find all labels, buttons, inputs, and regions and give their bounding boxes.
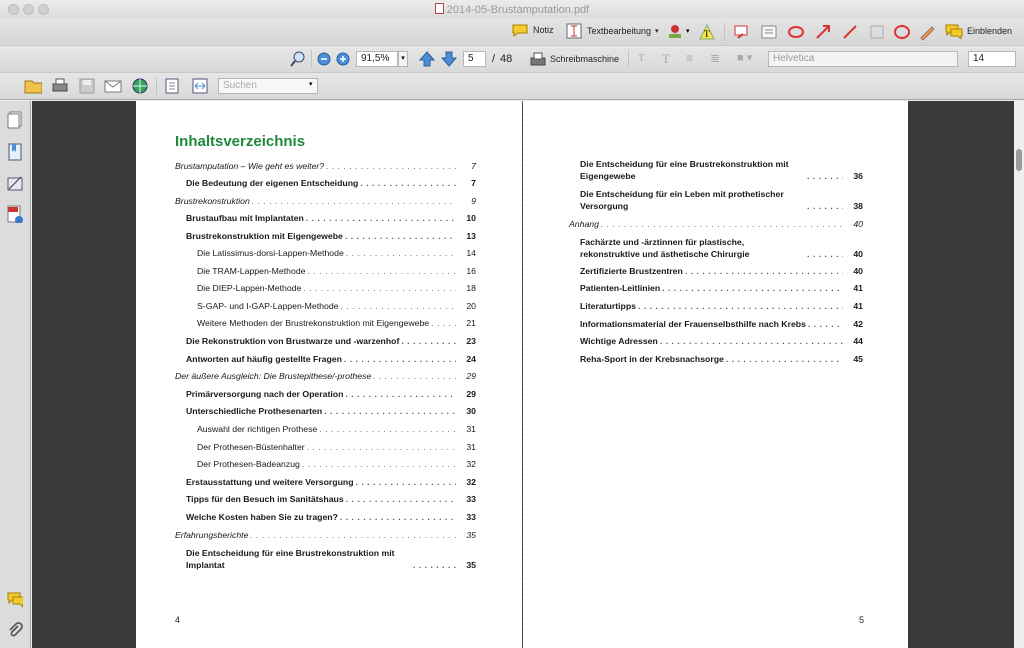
toc-entry-page: 31	[466, 442, 476, 452]
toc-entry-title: Tipps für den Besuch im Sanitätshaus	[186, 494, 344, 504]
toc-dot-leader	[373, 371, 456, 382]
cloud-shape-icon[interactable]	[787, 23, 805, 41]
toc-entry-page: 38	[853, 201, 863, 211]
toc-entry-title: Primärversorgung nach der Operation	[186, 389, 344, 399]
toc-entry-page: 40	[853, 219, 863, 229]
fit-page-icon[interactable]	[164, 77, 182, 95]
toc-entry-title: Brustrekonstruktion mit Eigengewebe	[186, 231, 343, 241]
toc-entry-title: Die Rekonstruktion von Brustwarze und -warzenhof	[186, 336, 400, 346]
toc-entry-page: 9	[471, 196, 476, 206]
toc-dot-leader	[250, 530, 456, 541]
line-spacing-down-icon[interactable]: ≡	[686, 51, 694, 65]
toc-entry-page: 41	[853, 283, 863, 293]
toc-dot-leader	[303, 283, 456, 294]
typewriter-icon	[530, 51, 546, 67]
toc-dot-leader	[808, 319, 843, 330]
svg-text:T: T	[704, 29, 710, 39]
toc-entry[interactable]	[186, 494, 476, 505]
search-input[interactable]: Suchen	[218, 78, 318, 94]
text-cursor-icon	[566, 23, 582, 39]
share-globe-icon[interactable]	[131, 77, 149, 95]
text-edit-button[interactable]: Textbearbeitung ▾	[566, 23, 659, 39]
toc-entry-title: Wichtige Adressen	[580, 336, 658, 346]
toc-entry-page: 29	[466, 389, 476, 399]
left-page	[136, 101, 522, 648]
toc-entry[interactable]	[175, 161, 476, 172]
current-page-field[interactable]: 5	[463, 51, 486, 67]
toc-entry[interactable]	[175, 196, 476, 207]
toc-dot-leader	[431, 318, 456, 329]
annotation-toolbar	[0, 18, 1024, 46]
toc-entry-page: 44	[853, 336, 863, 346]
toc-dot-leader	[807, 171, 843, 182]
toc-dot-leader	[356, 477, 456, 488]
font-family-select[interactable]: Helvetica	[768, 51, 958, 67]
toc-dot-leader	[685, 266, 843, 277]
zoom-tool-icon[interactable]	[289, 50, 307, 68]
email-icon[interactable]	[104, 77, 122, 95]
toc-entry-title: Antworten auf häufig gestellte Fragen	[186, 354, 342, 364]
highlight-text-icon[interactable]	[698, 23, 716, 41]
chevron-down-icon: ▾	[655, 28, 659, 35]
toc-dot-leader	[345, 231, 456, 242]
toc-dot-leader	[340, 512, 456, 523]
toc-dot-leader	[346, 248, 456, 259]
toc-entry-page: 36	[853, 171, 863, 181]
toc-entry-title: Der Prothesen-Badeanzug	[197, 459, 300, 469]
toc-entry-title: Die Latissimus-dorsi-Lappen-Methode	[197, 248, 344, 258]
open-folder-icon[interactable]	[24, 77, 42, 95]
toc-entry-title: Zertifizierte Brustzentren	[580, 266, 683, 276]
toc-entry-page: 7	[471, 178, 476, 188]
toc-entry-page: 33	[466, 512, 476, 522]
toc-entry-page: 31	[466, 424, 476, 434]
toc-entry[interactable]	[186, 389, 476, 400]
zoom-level-field[interactable]: 91,5%	[356, 51, 398, 67]
toc-entry[interactable]	[197, 266, 476, 277]
toc-entry-title: Weitere Methoden der Brustrekonstruktion mit Eigengewebe	[197, 318, 430, 328]
bookmarks-icon[interactable]	[7, 143, 23, 161]
toc-entry[interactable]	[580, 158, 863, 182]
toc-entry-title: Der äußere Ausgleich: Die Brustepithese/-prothese	[175, 371, 372, 381]
total-pages: 48	[500, 53, 513, 65]
toc-entry-title: Die Entscheidung für eine Brustrekonstruktion mit Eigengewebe	[580, 159, 789, 181]
text-color-icon[interactable]: ■ ▾	[737, 52, 753, 64]
toc-entry-title: Brustaufbau mit Implantaten	[186, 213, 304, 223]
toc-entry-page: 41	[853, 301, 863, 311]
toc-entry-page: 23	[466, 336, 476, 346]
right-page	[523, 101, 908, 648]
toc-entry[interactable]	[186, 547, 476, 571]
toc-dot-leader	[319, 424, 456, 435]
toc-dot-leader	[662, 283, 843, 294]
toc-entry[interactable]	[197, 283, 476, 294]
previous-page-icon[interactable]	[418, 50, 436, 68]
toc-entry[interactable]	[197, 442, 476, 453]
toc-entry-page: 29	[466, 371, 476, 381]
toc-entry-title: Erstausstattung und weitere Versorgung	[186, 477, 354, 487]
toc-entry-page: 16	[466, 266, 476, 276]
font-size-field[interactable]: 14	[968, 51, 1016, 67]
scrollbar-thumb[interactable]	[1016, 149, 1022, 171]
arrow-icon[interactable]	[814, 23, 832, 41]
toc-entry[interactable]	[175, 371, 476, 382]
toc-entry[interactable]	[580, 266, 863, 277]
toc-entry-title: S-GAP- und I-GAP-Lappen-Methode	[197, 301, 339, 311]
toc-entry[interactable]	[186, 512, 476, 523]
toc-dot-leader	[807, 249, 843, 260]
fit-width-icon[interactable]	[191, 77, 209, 95]
line-spacing-up-icon[interactable]: ≣	[710, 51, 721, 65]
toc-entry-title: Literaturtipps	[580, 301, 636, 311]
toc-dot-leader	[660, 336, 843, 347]
attachments-paperclip-icon[interactable]	[7, 621, 23, 639]
toc-dot-leader	[308, 266, 457, 277]
page-separator: /	[492, 53, 496, 65]
toc-dot-leader	[638, 301, 843, 312]
toc-entry-title: Die DIEP-Lappen-Methode	[197, 283, 302, 293]
navigation-toolbar	[0, 46, 1024, 73]
toc-entry-title: Welche Kosten haben Sie zu tragen?	[186, 512, 338, 522]
toc-entry[interactable]	[580, 319, 863, 330]
toc-entry-page: 21	[466, 318, 476, 328]
show-annotations-button[interactable]: Einblenden	[945, 23, 1012, 39]
toc-entry[interactable]	[186, 336, 476, 347]
toc-entry[interactable]	[580, 336, 863, 347]
line-icon[interactable]	[841, 23, 859, 41]
toc-entry-title: Unterschiedliche Prothesenarten	[186, 406, 323, 416]
toc-entry-title: Reha-Sport in der Krebsnachsorge	[580, 354, 724, 364]
toc-dot-leader	[326, 161, 456, 172]
speech-bubble-icon	[512, 23, 528, 37]
toc-entry[interactable]	[580, 236, 863, 260]
toc-entry-title: Brustrekonstruktion	[175, 196, 250, 206]
toc-entry-title: Informationsmaterial der Frauenselbsthilfe nach Krebs	[580, 319, 806, 329]
toc-entry-title: Die Entscheidung für ein Leben mit prothetischer Versorgung	[580, 189, 784, 211]
window-title: 2014-05-Brustamputation.pdf	[446, 4, 590, 16]
toc-dot-leader	[302, 459, 456, 470]
toc-dot-leader	[360, 178, 456, 189]
toc-entry-page: 40	[853, 266, 863, 276]
comments-panel-icon[interactable]	[7, 591, 23, 609]
zoom-out-icon[interactable]	[316, 51, 334, 69]
title-bar	[0, 0, 1024, 18]
toc-entry[interactable]	[580, 354, 863, 365]
toc-dot-leader	[324, 406, 456, 417]
toc-entry-page: 35	[466, 530, 476, 540]
toc-entry[interactable]	[197, 318, 476, 329]
toc-entry-page: 24	[466, 354, 476, 364]
toc-entry-title: Fachärzte und -ärztinnen für plastische, rekonstruktive und ästhetische Chirurgie	[580, 237, 750, 259]
toc-entry[interactable]	[197, 459, 476, 470]
next-page-icon[interactable]	[440, 50, 458, 68]
toc-entry-page: 45	[853, 354, 863, 364]
zoom-in-icon[interactable]	[335, 51, 353, 69]
page-thumbnails-icon[interactable]	[7, 111, 23, 129]
toc-entry-page: 20	[466, 301, 476, 311]
toc-entry-page: 33	[466, 494, 476, 504]
pdf-document-icon	[435, 3, 444, 14]
toc-entry-page: 10	[466, 213, 476, 223]
toc-entry-page: 18	[466, 283, 476, 293]
toc-entry[interactable]	[580, 188, 863, 212]
toc-entry-page: 35	[466, 560, 476, 570]
toc-entry-page: 7	[471, 161, 476, 171]
save-icon[interactable]	[78, 77, 96, 95]
print-icon[interactable]	[51, 77, 69, 95]
toc-entry[interactable]	[197, 301, 476, 312]
toc-dot-leader	[306, 213, 456, 224]
toc-entry[interactable]	[186, 477, 476, 488]
toc-entry-title: Anhang	[569, 219, 599, 229]
toc-entry-title: Die Entscheidung für eine Brustrekonstruktion mit Implantat	[186, 548, 395, 570]
toc-entry[interactable]	[580, 283, 863, 294]
toc-entry-page: 42	[853, 319, 863, 329]
zoom-dropdown-button[interactable]	[398, 51, 408, 67]
toc-entry-title: Erfahrungsberichte	[175, 530, 249, 540]
toc-entry[interactable]	[175, 530, 476, 541]
toc-dot-leader	[346, 494, 456, 505]
page-number: 4	[175, 615, 181, 625]
page-number: 5	[859, 615, 865, 625]
oval-icon[interactable]	[893, 23, 911, 41]
toc-title: Inhaltsverzeichnis	[175, 133, 306, 150]
signatures-icon[interactable]	[7, 175, 23, 193]
toc-entry-page: 32	[466, 477, 476, 487]
toc-entry[interactable]	[197, 248, 476, 259]
toc-entry-page: 40	[853, 249, 863, 259]
toc-dot-leader	[344, 354, 456, 365]
toc-dot-leader	[726, 354, 843, 365]
note-button[interactable]: Notiz	[512, 23, 554, 37]
toc-entry-title: Auswahl der richtigen Prothese	[197, 424, 318, 434]
document-viewer[interactable]	[32, 101, 1024, 648]
toc-entry-page: 14	[466, 248, 476, 258]
toc-entry[interactable]	[186, 406, 476, 417]
comments-icon	[945, 23, 963, 39]
pencil-icon[interactable]	[918, 23, 936, 41]
toc-dot-leader	[413, 560, 456, 571]
toc-dot-leader	[252, 196, 456, 207]
pdf-info-icon[interactable]	[7, 205, 23, 223]
toc-entry[interactable]	[186, 231, 476, 242]
toc-entry[interactable]	[186, 354, 476, 365]
toc-dot-leader	[601, 219, 843, 230]
text-markup-icon[interactable]	[733, 23, 751, 41]
file-toolbar	[0, 73, 1024, 100]
toc-entry-title: Die Bedeutung der eigenen Entscheidung	[186, 178, 359, 188]
toc-dot-leader	[307, 442, 456, 453]
vertical-scrollbar[interactable]	[1014, 101, 1024, 648]
toc-entry[interactable]	[580, 301, 863, 312]
toc-entry-page: 32	[466, 459, 476, 469]
toc-entry[interactable]	[569, 219, 863, 230]
chevron-down-icon: ▾	[686, 28, 690, 35]
toc-entry-title: Der Prothesen-Büstenhalter	[197, 442, 305, 452]
toc-entry-page: 13	[466, 231, 476, 241]
text-box-icon[interactable]	[760, 23, 778, 41]
toc-dot-leader	[345, 389, 456, 400]
chevron-down-icon[interactable]: ▾	[309, 81, 313, 88]
toc-dot-leader	[401, 336, 456, 347]
typewriter-button[interactable]: Schreibmaschine	[530, 51, 619, 67]
stamp-icon[interactable]	[666, 23, 684, 41]
toc-entry[interactable]	[197, 424, 476, 435]
text-size-up-icon[interactable]: T	[662, 51, 670, 66]
toc-entry-title: Die TRAM-Lappen-Methode	[197, 266, 306, 276]
toc-entry-title: Patienten-Leitlinien	[580, 283, 661, 293]
toc-entry[interactable]	[186, 213, 476, 224]
navigation-sidebar	[0, 101, 31, 648]
rectangle-icon[interactable]	[868, 23, 886, 41]
toc-entry-title: Brustamputation – Wie geht es weiter?	[175, 161, 325, 171]
toc-dot-leader	[807, 201, 843, 212]
toc-dot-leader	[341, 301, 457, 312]
chevron-down-icon: ▾	[401, 55, 405, 62]
text-size-down-icon[interactable]: T	[638, 52, 645, 64]
toc-entry-page: 30	[466, 406, 476, 416]
toc-entry[interactable]	[186, 178, 476, 189]
